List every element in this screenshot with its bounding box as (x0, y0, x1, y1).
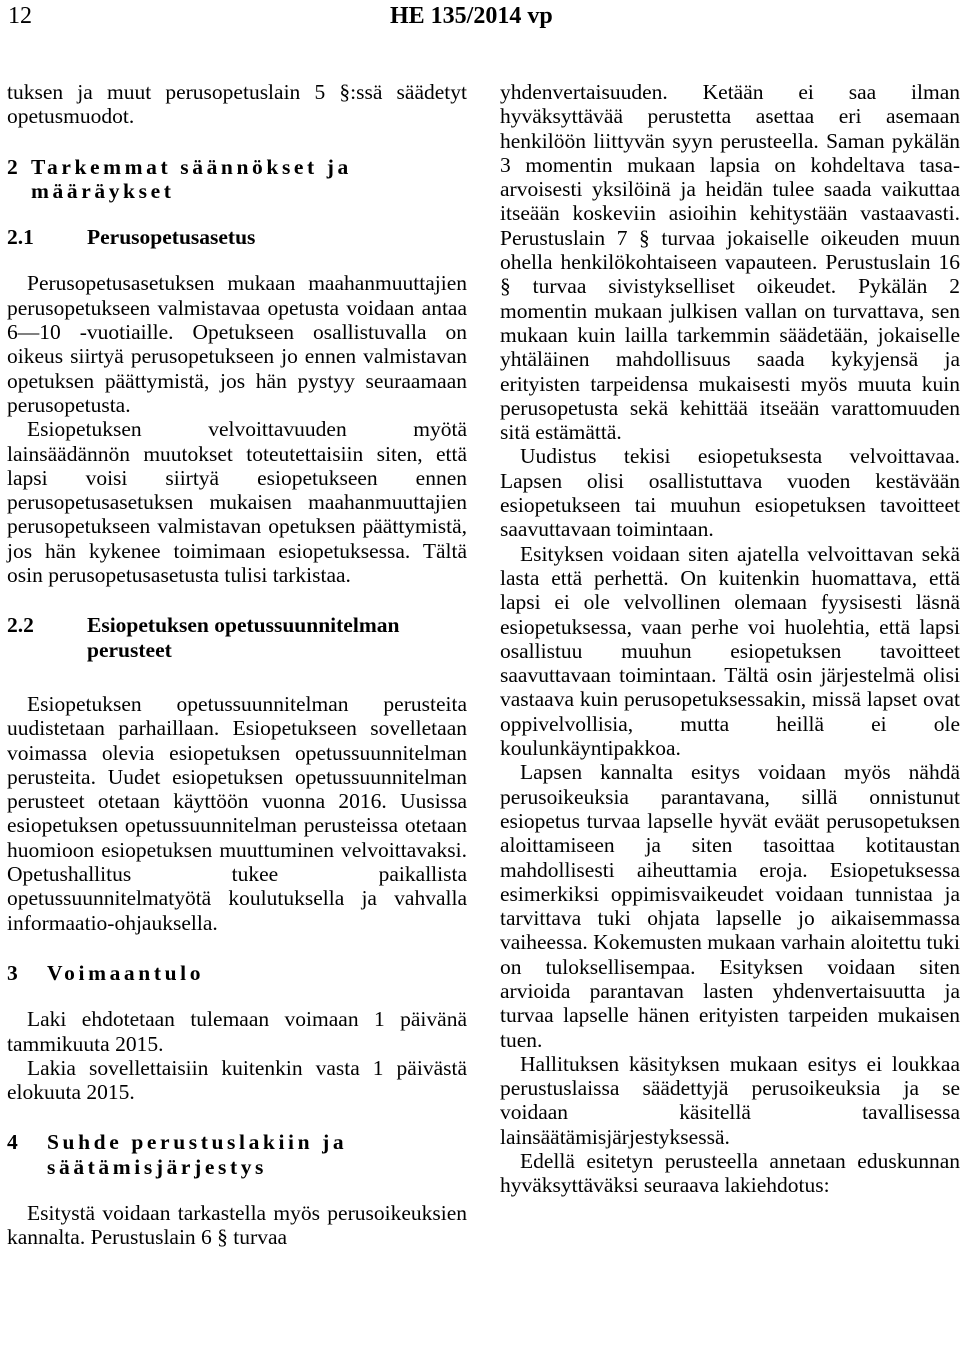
paragraph: Uudistus tekisi esiopetuksesta velvoittavaa. Lapsen olisi osallistuttava vuoden kestävään esiopetukseen tai muuhun esiopetuksen tavoitteet saavuttavaan toimintaan. (500, 444, 960, 542)
section-title: Tarkemmat säännökset ja määräykset (31, 154, 352, 203)
page-number: 12 (8, 3, 32, 29)
paragraph: Hallituksen käsityksen mukaan esitys ei loukkaa perustuslaissa säädettyjä perusoikeuksia ja se voidaan käsitellä tavallisessa lainsäätämisjärjestyksessä. (500, 1051, 960, 1149)
section-2-1-heading (7, 225, 467, 249)
right-column (500, 80, 960, 1198)
section-number: 2.1 (7, 225, 34, 250)
section-2-heading (7, 155, 467, 204)
section-3-heading (7, 961, 467, 985)
paragraph: Laki ehdotetaan tulemaan voimaan 1 päivänä tammikuuta 2015. (7, 1007, 467, 1056)
section-title: Esiopetuksen opetussuunnitelman perusteet (87, 613, 400, 662)
paragraph: Esitystä voidaan tarkastella myös perusoikeuksien kannalta. Perustuslain 6 § turvaa (7, 1200, 467, 1250)
section-title: Voimaantulo (47, 960, 205, 985)
section-title: Perusopetusasetus (87, 225, 256, 250)
paragraph: Esityksen voidaan siten ajatella velvoittavan sekä lasta että perhettä. On kuitenkin huomattava, että lapsi ei ole velvollinen olemaan fyysisesti läsnä esiopetuksessa, vaan perhe voi huolehtia, että lapsi osallistuu muuhun esiopetuksen tavoitteet saavuttavaan toimintaan. Tältä osin järjestelmä olisi vastaava kuin perusopetuksessakin, missä lapset ovat oppivelvollisia, mutta heillä ei ole koulunkäyntipakkoa. (500, 541, 960, 761)
paragraph: Esiopetuksen opetussuunnitelman perusteita uudistetaan parhaillaan. Esiopetukseen sovelletaan voimassa olevia esiopetuksen opetussuunnitelman perusteita. Uudet esiopetuksen opetussuunnitelman perusteet otetaan käyttöön vuonna 2016. Uusissa esiopetuksen opetussuunnitelman perusteissa otetaan huomioon esiopetuksen muuttuminen velvoittavaksi. Opetushallitus tukee paikallista opetussuunnitelmatyötä koulutuksella ja vahvalla informaatio-ohjauksella. (7, 691, 467, 935)
section-2-2-heading (7, 613, 467, 662)
section-4-heading (7, 1130, 467, 1179)
page-header (0, 0, 960, 40)
section-number: 3 (7, 960, 18, 985)
paragraph: Lakia sovellettaisiin kuitenkin vasta 1 päivästä elokuuta 2015. (7, 1055, 467, 1105)
section-number: 2.2 (7, 613, 34, 638)
paragraph: yhdenvertaisuuden. Ketään ei saa ilman hyväksyttävää perustetta asettaa eri asemaan henkilöön liittyvän syyn perusteella. Saman pykälän 3 momentin mukaan lapsia on kohdeltava tasa-arvoisesti yksilöinä ja heidän tulee saada vaikuttaa itseään koskeviin asioihin kehitystään vastaavasti. Perustuslain 7 § turvaa jokaiselle oikeuden muun ohella henkilökohtaiseen vapauteen. Perustuslain 16 § turvaa sivistykselliset oikeudet. Pykälän 2 momentin mukaan julkisen vallan on turvattava, sen mukaan kuin lailla tarkemmin säädetään, jokaiselle yhtäläinen mahdollisuus saada kykyjensä ja erityisten tarpeidensa mukaisesti myös muuta kuin perusopetusta sekä kehittää itseään varattomuuden sitä estämättä. (500, 80, 960, 445)
section-title: Suhde perustuslakiin ja säätämisjärjestys (47, 1130, 348, 1179)
section-number: 4 (7, 1130, 18, 1155)
paragraph: Lapsen kannalta esitys voidaan myös nähdä perusoikeuksia parantavana, sillä onnistunut esiopetus turvaa lapselle hyvät eväät perusopetuksen aloittamiseen ja siten tasoittaa kotitaustan mahdollisesti aiheuttamia eroja. Esiopetuksessa esimerkiksi oppimisvaikeudet voidaan tunnistaa ja tarvittava tuki ohjata lapselle jo aikaisemmassa vaiheessa. Kokemusten mukaan varhain aloitettu tuki on tuloksellisempaa. Esityksen voidaan siten arvioida parantavan lasten yhdenvertaisuutta ja turvaa lapselle hänen erityisten tarpeiden mukaisen tuen. (500, 760, 960, 1052)
paragraph: Edellä esitetyn perusteella annetaan eduskunnan hyväksyttäväksi seuraava lakiehdotus: (500, 1149, 960, 1198)
left-column (7, 80, 467, 1250)
paragraph: Perusopetusasetuksen mukaan maahanmuuttajien perusopetukseen valmistavaa opetusta voidaan antaa 6—10 -vuotiaille. Opetukseen osallistuvalla on oikeus siirtyä perusopetukseen jo ennen valmistavan opetuksen päättymistä, jos hän pystyy seuraamaan perusopetusta. (7, 271, 467, 417)
section-number: 2 (7, 154, 18, 179)
document-id: HE 135/2014 vp (390, 3, 553, 29)
intro-paragraph: tuksen ja muut perusopetuslain 5 §:ssä säädetyt opetusmuodot. (7, 80, 467, 129)
paragraph: Esiopetuksen velvoittavuuden myötä lainsäädännön muutokset toteutettaisiin siten, että lapsi voisi siirtyä esiopetukseen ennen perusopetusasetuksen mukaisen maahanmuuttajien perusopetukseen valmistavan opetuksen päättymistä, jos hän kykenee toimimaan esiopetuksessa. Tältä osin perusopetusasetusta tulisi tarkistaa. (7, 417, 467, 588)
